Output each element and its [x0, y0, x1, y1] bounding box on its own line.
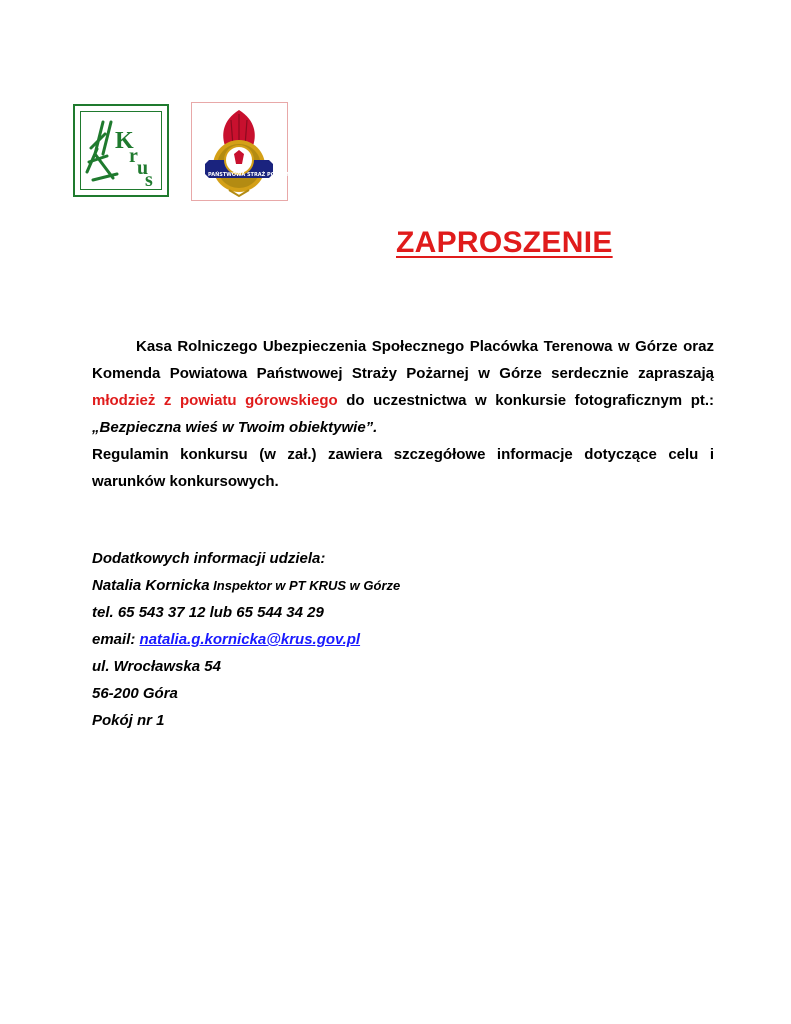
- contact-person: Natalia Kornicka Inspektor w PT KRUS w Górze: [92, 577, 401, 594]
- krus-logo: [73, 104, 169, 197]
- psp-logo: PAŃSTWOWA STRAŻ POŻARNA: [191, 102, 288, 201]
- krus-logo-icon: [73, 104, 169, 197]
- email-link[interactable]: natalia.g.kornicka@krus.gov.pl: [139, 631, 361, 648]
- invitation-body: [92, 333, 714, 495]
- contact-block: [92, 545, 400, 734]
- contact-email: email: natalia.g.kornicka@krus.gov.pl: [92, 631, 361, 648]
- invitation-paragraph: Kasa Rolniczego Ubezpieczenia Społecznego Placówka Terenowa w Górze oraz Komenda Powiatowa Państwowej Straży Pożarnej w Górze serdecznie zapraszają młodzież z powiatu górowskiego do uczestnictwa w konkursie fotograficznym pt.: „Bezpieczna wieś w Twoim obiektywie”.: [92, 338, 715, 436]
- document-title: ZAPROSZENIE: [396, 226, 613, 259]
- psp-emblem-icon: [191, 102, 288, 201]
- contact-phone: tel. 65 543 37 12 lub 65 544 34 29: [92, 604, 324, 621]
- svg-text:r: r: [129, 145, 138, 167]
- svg-text:u: u: [137, 157, 149, 179]
- contest-title: „Bezpieczna wieś w Twoim obiektywie”.: [92, 419, 378, 436]
- rules-paragraph: Regulamin konkursu (w zał.) zawiera szczegółowe informacje dotyczące celu i warunków konkursowych.: [92, 446, 714, 490]
- target-audience: młodzież z powiatu górowskiego: [92, 392, 338, 409]
- contact-street: ul. Wrocławska 54: [92, 658, 221, 675]
- contact-heading: Dodatkowych informacji udziela:: [92, 550, 326, 567]
- contact-city: 56-200 Góra: [92, 685, 178, 702]
- svg-text:s: s: [145, 169, 153, 191]
- svg-text:K: K: [115, 128, 134, 154]
- contact-room: Pokój nr 1: [92, 712, 165, 729]
